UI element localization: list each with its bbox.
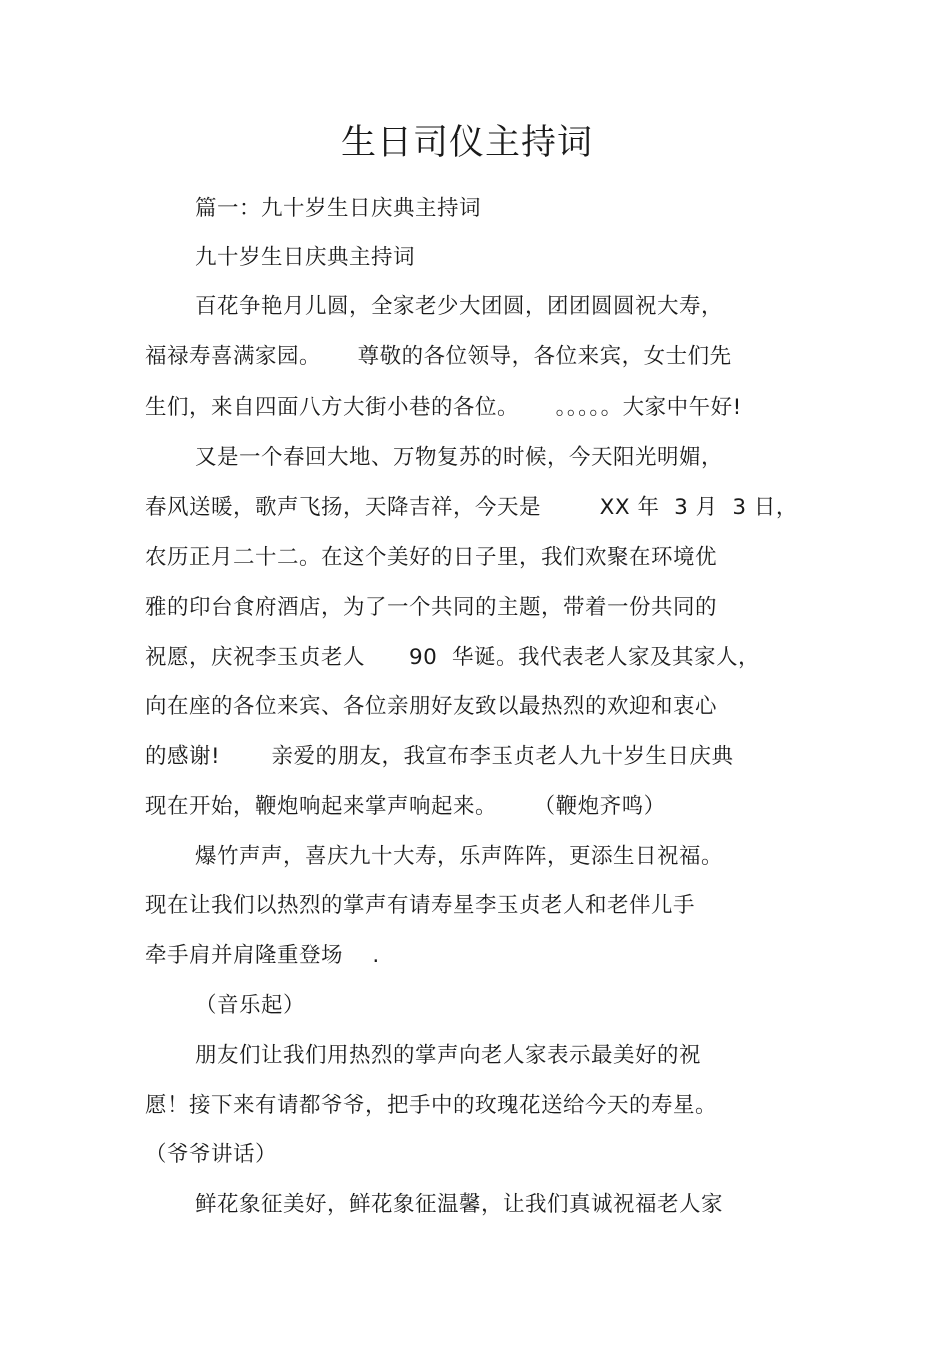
paragraph-line: 牵手肩并肩隆重登场 . <box>145 943 380 968</box>
paragraph-line: 鲜花象征美好，鲜花象征温馨，让我们真诚祝福老人家 <box>195 1192 724 1217</box>
paragraph-line: 福禄寿喜满家园。 尊敬的各位领导，各位来宾，女士们先 <box>145 344 732 369</box>
paragraph-line: 爆竹声声，喜庆九十大寿，乐声阵阵，更添生日祝福。 <box>195 844 724 869</box>
section-heading: 篇一：九十岁生日庆典主持词 <box>195 196 482 221</box>
paragraph-line: 愿！接下来有请都爷爷，把手中的玫瑰花送给今天的寿星。 <box>145 1093 718 1118</box>
paragraph-line: 祝愿，庆祝李玉贞老人 90 华诞。我代表老人家及其家人， <box>145 645 761 670</box>
paragraph-line: 现在让我们以热烈的掌声有请寿星李玉贞老人和老伴儿手 <box>145 893 696 918</box>
paragraph-line: 农历正月二十二。在这个美好的日子里，我们欢聚在环境优 <box>145 545 718 570</box>
subheading: 九十岁生日庆典主持词 <box>195 245 416 270</box>
paragraph-line: 现在开始，鞭炮响起来掌声响起来。 （鞭炮齐鸣） <box>145 794 666 819</box>
paragraph-line: 生们，来自四面八方大街小巷的各位。 。。。。。大家中午好! <box>145 395 742 420</box>
paragraph-line: 春风送暖，歌声飞扬，天降吉祥，今天是 XX 年 3 月 3 日， <box>145 495 798 520</box>
stage-direction: （爷爷讲话） <box>145 1142 278 1167</box>
paragraph-line: 朋友们让我们用热烈的掌声向老人家表示最美好的祝 <box>195 1043 702 1068</box>
paragraph-line: 百花争艳月儿圆，全家老少大团圆，团团圆圆祝大寿， <box>195 294 724 319</box>
stage-direction: （音乐起） <box>195 993 306 1018</box>
paragraph-line: 向在座的各位来宾、各位亲朋好友致以最热烈的欢迎和衷心 <box>145 694 718 719</box>
paragraph-line: 雅的印台食府酒店，为了一个共同的主题，带着一份共同的 <box>145 595 718 620</box>
document-title: 生日司仪主持词 <box>340 123 593 163</box>
paragraph-line: 又是一个春回大地、万物复苏的时候，今天阳光明媚， <box>195 445 724 470</box>
paragraph-line: 的感谢! 亲爱的朋友，我宣布李玉贞老人九十岁生日庆典 <box>145 744 734 769</box>
